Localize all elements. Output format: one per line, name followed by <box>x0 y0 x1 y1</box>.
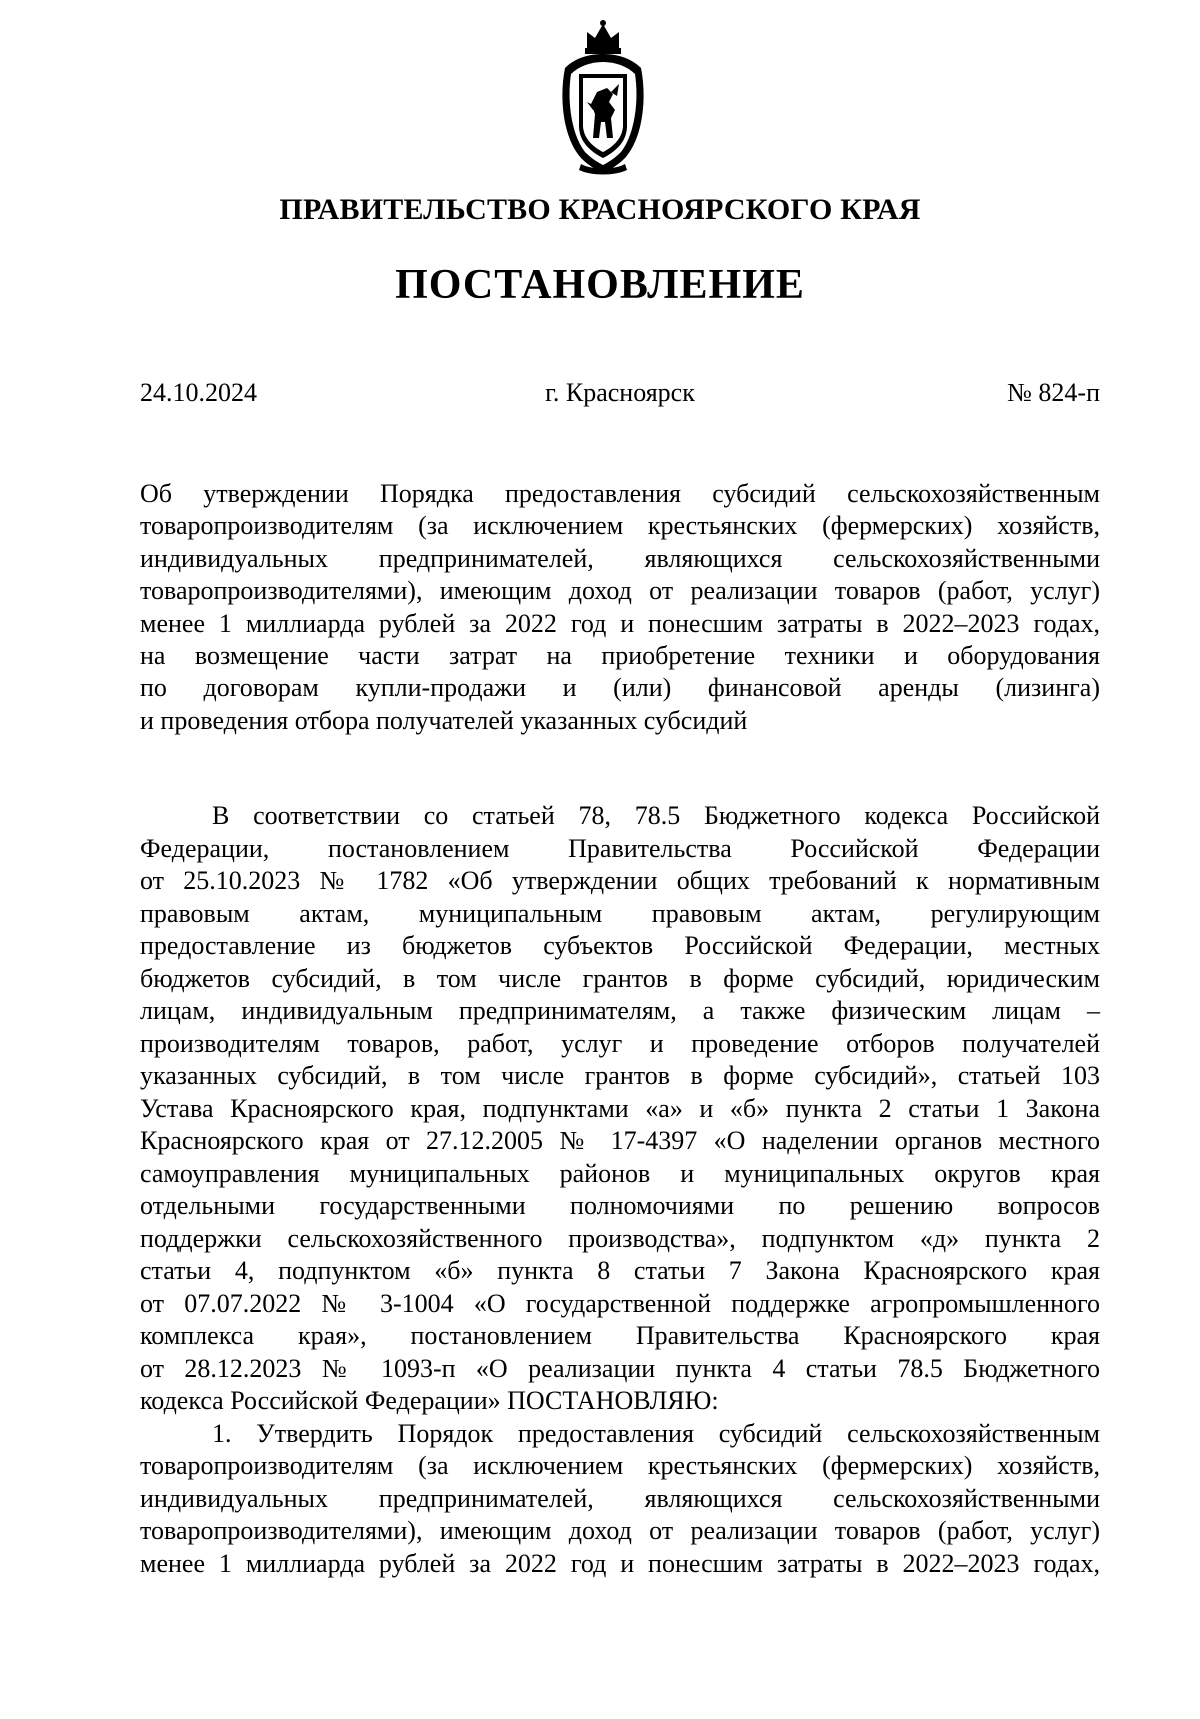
body-line: Устава Красноярского края, подпунктами «а» и «б» пункта 2 статьи 1 Закона <box>140 1093 1100 1123</box>
body-line: менее 1 миллиарда рублей за 2022 год и понесшим затраты в 2022–2023 годах, <box>140 1548 1100 1578</box>
body-line: В соответствии со статьей 78, 78.5 Бюджетного кодекса Российской <box>212 801 1100 830</box>
preamble-paragraph <box>140 800 1100 1418</box>
subject-line: товаропроизводителям (за исключением крестьянских (фермерских) хозяйств, <box>140 511 1100 541</box>
document-number: № 824-п <box>1007 378 1100 407</box>
coat-of-arms-icon <box>557 18 649 178</box>
body-line: лицам, индивидуальным предпринимателям, а также физическим лицам – <box>140 996 1100 1025</box>
body-line: поддержки сельскохозяйственного производства», подпунктом «д» пункта 2 <box>140 1223 1100 1253</box>
body-line: от 07.07.2022 № 3-1004 «О государственной поддержке агропромышленного <box>140 1288 1100 1318</box>
subject-line: и проведения отбора получателей указанных субсидий <box>140 705 748 735</box>
subject-line: на возмещение части затрат на приобретение техники и оборудования <box>140 641 1100 671</box>
body-line: от 25.10.2023 № 1782 «Об утверждении общих требований к нормативным <box>140 866 1100 895</box>
body-line: Федерации, постановлением Правительства Российской Федерации <box>140 833 1100 863</box>
coat-of-arms-emblem <box>557 18 649 178</box>
body-line: предоставление из бюджетов субъектов Российской Федерации, местных <box>140 931 1100 960</box>
document-city: г. Красноярск <box>545 378 695 407</box>
document-type-title: ПОСТАНОВЛЕНИЕ <box>395 262 805 308</box>
organization-title: ПРАВИТЕЛЬСТВО КРАСНОЯРСКОГО КРАЯ <box>279 193 921 226</box>
body-line: статьи 4, подпунктом «б» пункта 8 статьи 7 Закона Красноярского края <box>140 1256 1100 1285</box>
body-line: 1. Утвердить Порядок предоставления субсидий сельскохозяйственным <box>212 1418 1100 1448</box>
body-line: отдельными государственными полномочиями по решению вопросов <box>140 1191 1100 1220</box>
body-line: бюджетов субсидий, в том числе грантов в форме субсидий, юридическим <box>140 963 1100 993</box>
body-line: комплекса края», постановлением Правительства Красноярского края <box>140 1321 1100 1350</box>
body-line: индивидуальных предпринимателей, являющихся сельскохозяйственными <box>140 1483 1100 1513</box>
body-line: указанных субсидий, в том числе грантов в форме субсидий», статьей 103 <box>140 1061 1100 1090</box>
document-body <box>140 800 1100 1580</box>
body-line: от 28.12.2023 № 1093-п «О реализации пункта 4 статьи 78.5 Бюджетного <box>140 1353 1100 1383</box>
body-line: самоуправления муниципальных районов и муниципальных округов края <box>140 1158 1100 1188</box>
subject-line: по договорам купли-продажи и (или) финансовой аренды (лизинга) <box>140 673 1100 703</box>
subject-line: товаропроизводителями), имеющим доход от реализации товаров (работ, услуг) <box>140 576 1100 606</box>
body-line: Красноярского края от 27.12.2005 № 17-4397 «О наделении органов местного <box>140 1126 1100 1155</box>
body-line: кодекса Российской Федерации» ПОСТАНОВЛЯЮ: <box>140 1386 719 1415</box>
document-date: 24.10.2024 <box>140 378 257 407</box>
body-line: производителям товаров, работ, услуг и проведение отборов получателей <box>140 1028 1100 1058</box>
subject-line: индивидуальных предпринимателей, являющихся сельскохозяйственными <box>140 543 1100 573</box>
document-meta-row <box>140 376 1100 410</box>
body-line: товаропроизводителям (за исключением крестьянских (фермерских) хозяйств, <box>140 1451 1100 1480</box>
body-line: товаропроизводителями), имеющим доход от реализации товаров (работ, услуг) <box>140 1516 1100 1545</box>
subject-line: менее 1 миллиарда рублей за 2022 год и понесшим затраты в 2022–2023 годах, <box>140 608 1100 638</box>
clause-1-paragraph <box>140 1418 1100 1581</box>
subject-line: Об утверждении Порядка предоставления субсидий сельскохозяйственным <box>140 479 1100 508</box>
body-line: правовым актам, муниципальным правовым актам, регулирующим <box>140 898 1100 928</box>
document-subject <box>140 478 1100 737</box>
